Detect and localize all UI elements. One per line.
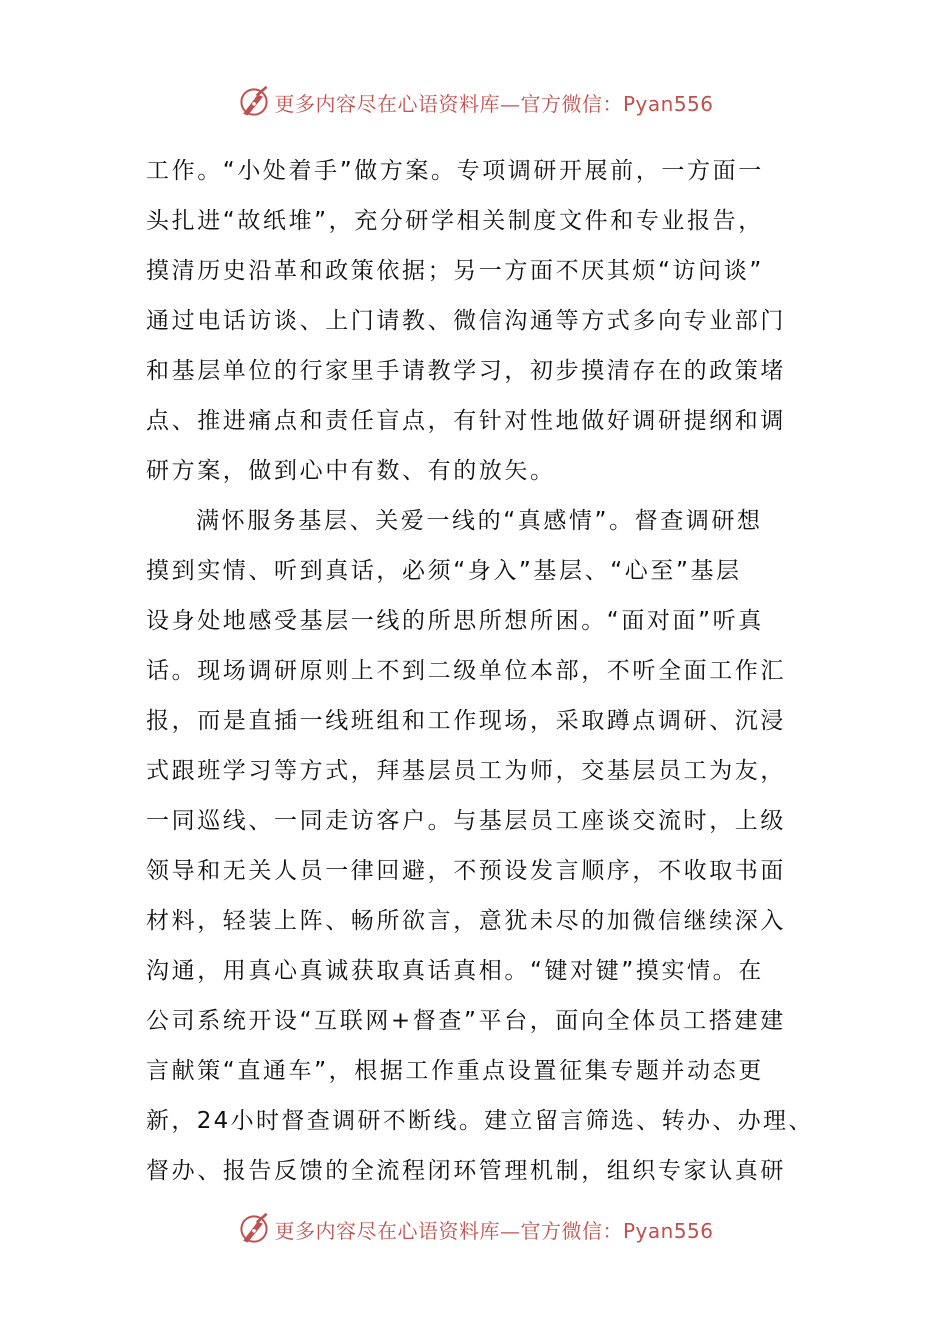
text-line: 满怀服务基层、关爱一线的“真感情”。督查调研想 [196,508,763,534]
text-line: 点、推进痛点和责任盲点，有针对性地做好调研提纲和调 [146,408,786,434]
text-line: 报，而是直插一线班组和工作现场，采取蹲点调研、沉浸 [146,708,786,734]
banner-site-name: 更多内容尽在心语资料库 [274,91,500,116]
pen-nib-logo-icon [236,84,272,120]
text-line: 新，24小时督查调研不断线。建立留言筛选、转办、办理、 [146,1108,814,1134]
text-line: 研方案，做到心中有数、有的放矢。 [146,458,556,484]
text-line: 和基层单位的行家里手请教学习，初步摸清存在的政策堵 [146,358,786,384]
header-banner [0,82,950,122]
text-line: 一同巡线、一同走访客户。与基层员工座谈交流时，上级 [146,808,786,834]
paragraph-2 [146,496,816,1196]
banner-site-name: 更多内容尽在心语资料库 [274,1218,500,1243]
text-line: 材料，轻装上阵、畅所欲言，意犹未尽的加微信继续深入 [146,908,786,934]
text-line: 头扎进“故纸堆”，充分研学相关制度文件和专业报告， [146,208,764,234]
banner-wechat-id: Pyan556 [622,91,714,116]
paragraph-1 [146,146,816,496]
text-line: 通过电话访谈、上门请教、微信沟通等方式多向专业部门 [146,308,786,334]
text-line: 督办、报告反馈的全流程闭环管理机制，组织专家认真研 [146,1158,786,1184]
text-line: 公司系统开设“互联网+督查”平台，面向全体员工搭建建 [146,1008,786,1034]
text-line: 沟通，用真心真诚获取真话真相。“键对键”摸实情。在 [146,958,764,984]
text-line: 式跟班学习等方式，拜基层员工为师，交基层员工为友， [146,758,786,784]
pen-nib-logo-icon [236,1211,272,1247]
text-line: 言献策“直通车”，根据工作重点设置征集专题并动态更 [146,1058,764,1084]
banner-message [274,1215,713,1244]
banner-dash: — [499,1218,521,1243]
text-line: 话。现场调研原则上不到二级单位本部，不听全面工作汇 [146,658,786,684]
banner-wechat-id: Pyan556 [622,1218,714,1243]
text-line: 工作。“小处着手”做方案。专项调研开展前，一方面一 [146,158,764,184]
text-line: 摸到实情、听到真话，必须“身入”基层、“心至”基层 [146,558,742,584]
text-line: 领导和无关人员一律回避，不预设发言顺序，不收取书面 [146,858,786,884]
footer-banner [0,1209,950,1249]
banner-wechat-label: 官方微信： [520,91,623,116]
banner-dash: — [499,91,521,116]
text-line: 摸清历史沿革和政策依据；另一方面不厌其烦“访问谈” [146,258,764,284]
text-line: 设身处地感受基层一线的所思所想所困。“面对面”听真 [146,608,764,634]
banner-wechat-label: 官方微信： [520,1218,623,1243]
banner-message [274,88,713,117]
document-body [146,146,816,1196]
